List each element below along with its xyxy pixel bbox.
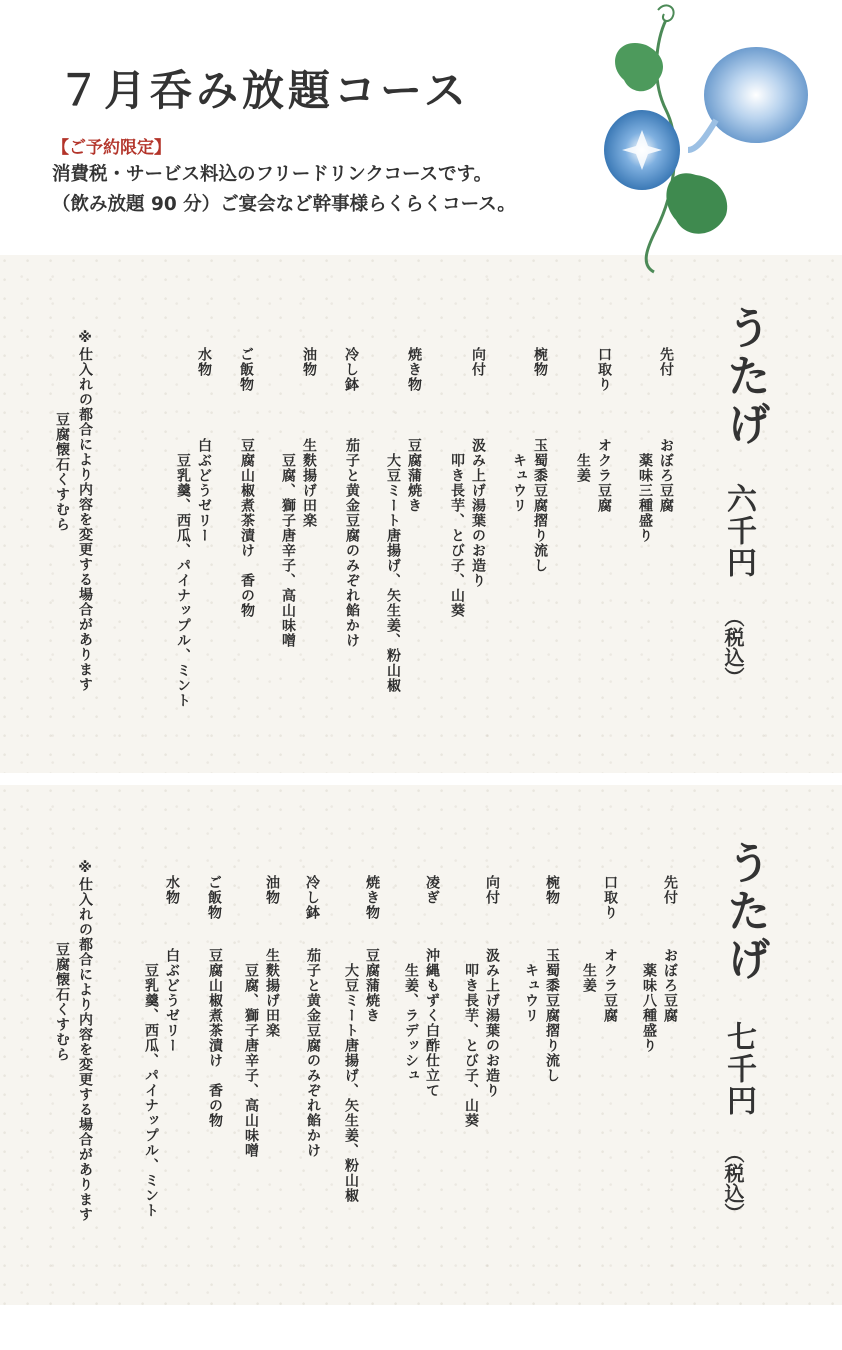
item-label: ご飯物 <box>238 347 254 392</box>
item-dish: 茄子と黄金豆腐のみぞれ餡かけ <box>344 438 360 648</box>
item-label: 口取り <box>602 875 618 920</box>
reservation-tag: 【ご予約限定】 <box>52 138 171 158</box>
item-dish: 生麩揚げ田楽 豆腐、獅子唐辛子、高山味噌 <box>280 438 317 648</box>
item-dish: 沖縄もずく白酢仕立て 生姜、ラデッシュ <box>403 948 440 1098</box>
item-label: 油物 <box>301 347 317 377</box>
course-panel-1 <box>0 255 842 773</box>
item-dish: 白ぶどうゼリー 豆乳羹、西瓜、パイナップル、ミント <box>175 438 212 708</box>
item-dish: 玉蜀黍豆腐摺り流し キュウリ <box>523 948 560 1083</box>
item-dish: 茄子と黄金豆腐のみぞれ餡かけ <box>305 948 321 1158</box>
page-title: ７月呑み放題コース <box>58 66 470 115</box>
item-dish: 汲み上げ湯葉のお造り 叩き長芋、とび子、山葵 <box>449 438 486 618</box>
item-dish: 白ぶどうゼリー 豆乳羹、西瓜、パイナップル、ミント <box>143 948 180 1218</box>
course-note: ※仕入れの都合により内容を変更する場合があります 豆腐懐石くすむら <box>54 330 93 692</box>
item-label: 焼き物 <box>364 875 380 920</box>
course-name: うたげ <box>719 305 770 449</box>
item-dish: 玉蜀黍豆腐摺り流し キュウリ <box>511 438 548 573</box>
item-label: 冷し鉢 <box>304 875 320 920</box>
item-dish: オクラ豆腐 生姜 <box>575 438 612 513</box>
item-label: 冷し鉢 <box>343 347 359 392</box>
item-label: 向付 <box>484 875 500 905</box>
item-dish: 生麩揚げ田楽 豆腐、獅子唐辛子、高山味噌 <box>243 948 280 1158</box>
item-dish: 豆腐蒲焼き 大豆ミート唐揚げ、矢生姜、粉山椒 <box>385 438 422 693</box>
item-label: 焼き物 <box>406 347 422 392</box>
course-tax: （税込） <box>721 1143 745 1223</box>
course-name: うたげ <box>719 840 770 984</box>
item-dish: オクラ豆腐 生姜 <box>581 948 618 1023</box>
course-price: 六千円 <box>721 483 756 579</box>
description-line-1: 消費税・サービス料込のフリードリンクコースです。 <box>52 164 493 185</box>
course-note: ※仕入れの都合により内容を変更する場合があります 豆腐懐石くすむら <box>54 860 93 1222</box>
description-line-2: （飲み放題 90 分）ご宴会など幹事様らくらくコース。 <box>52 194 516 215</box>
item-dish: おぼろ豆腐 薬味三種盛り <box>637 438 674 543</box>
item-dish: 豆腐山椒煮茶漬け 香の物 <box>207 948 223 1128</box>
item-dish: おぼろ豆腐 薬味八種盛り <box>641 948 678 1053</box>
course-price: 七千円 <box>721 1021 756 1117</box>
course-tax: （税込） <box>721 607 745 687</box>
item-label: 口取り <box>596 347 612 392</box>
item-label: 椀物 <box>544 875 560 905</box>
course-panel-2 <box>0 785 842 1305</box>
item-label: 先付 <box>662 875 678 905</box>
item-label: ご飯物 <box>206 875 222 920</box>
item-dish: 豆腐山椒煮茶漬け 香の物 <box>239 438 255 618</box>
morning-glory-icon <box>596 0 828 280</box>
item-label: 凌ぎ <box>424 875 440 905</box>
item-label: 先付 <box>658 347 674 377</box>
item-label: 水物 <box>196 347 212 377</box>
item-dish: 豆腐蒲焼き 大豆ミート唐揚げ、矢生姜、粉山椒 <box>343 948 380 1203</box>
item-label: 向付 <box>470 347 486 377</box>
item-label: 油物 <box>264 875 280 905</box>
item-dish: 汲み上げ湯葉のお造り 叩き長芋、とび子、山葵 <box>463 948 500 1128</box>
item-label: 椀物 <box>532 347 548 377</box>
item-label: 水物 <box>164 875 180 905</box>
